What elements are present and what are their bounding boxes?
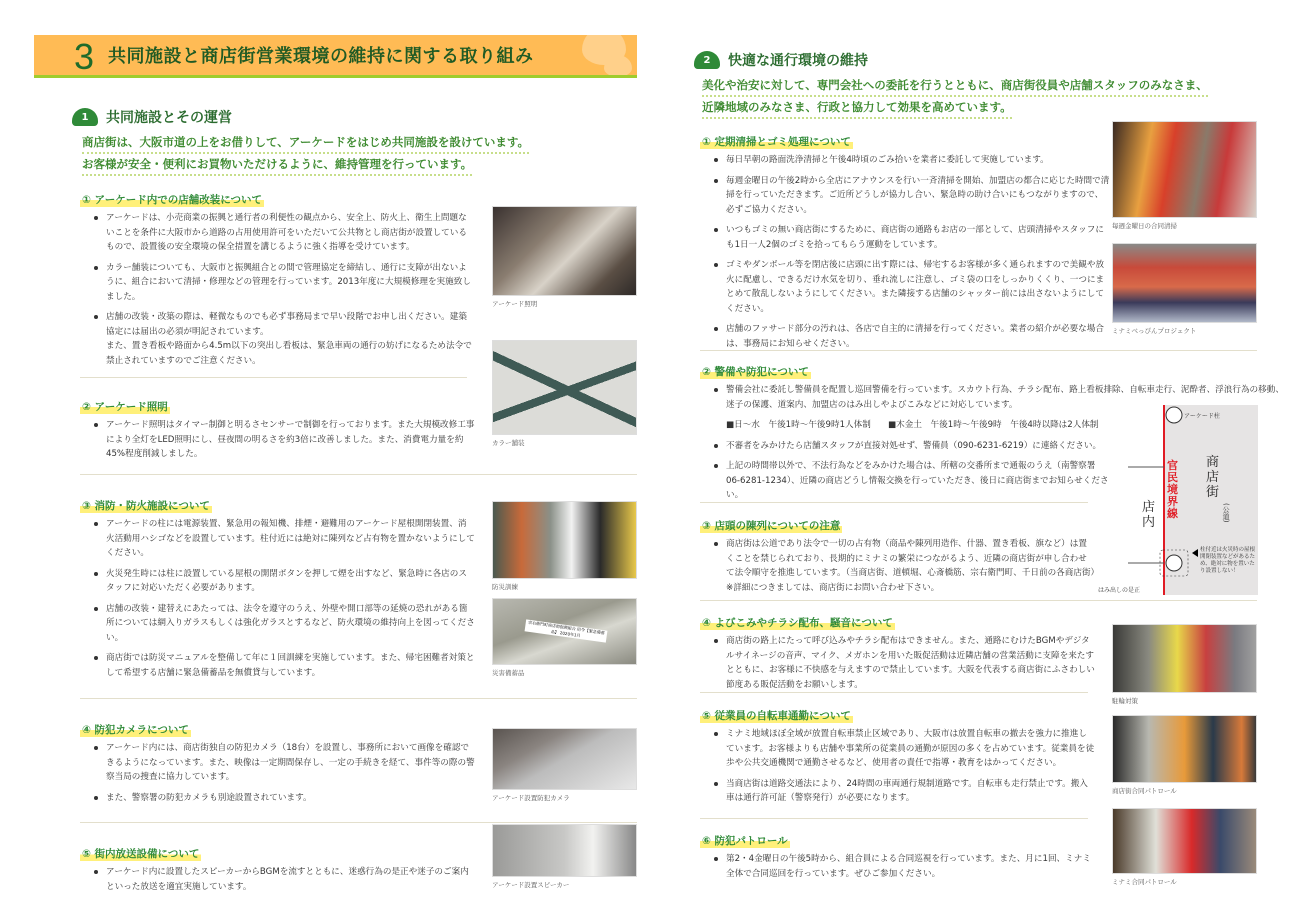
bicycle-measures-image [1112,624,1257,693]
bottom-label: はみ出しの是正 [1098,587,1141,594]
boundary-line-label: 官民境界線 [1167,459,1178,520]
section-title: 共同施設とその運営 [106,110,232,126]
minami-patrol-image [1112,808,1257,874]
subsection-title: ③ 店頭の陳列についての注意 [702,520,841,532]
bullet-item: 不審者をみかけたら店舗スタッフが直接対処せず、警備員（090-6231-6219）に連絡ください。 [714,439,1124,454]
chapter-number: 3 [74,36,95,77]
divider [700,350,1257,351]
photo-emergency-supplies: 宗右衛門町商店街振興組合 用令【緊急備蓄品】 2020年1月 災害備蓄品 [492,598,637,677]
bullet-item: ゴミやダンボール等を閉店後に店頭に出す際には、帰宅するお客様が多く通られますので美観や放火に配慮し、できるだけ水気を切り、垂れ流しに注意し、ゴミ袋の口をしっかりくくり、一つにまとめて散乱しないようにしてください。また隣接する店舗のシャッター前には出さないようにしてください。 [714,258,1110,316]
emergency-supplies-image: 宗右衛門町商店街振興組合 用令【緊急備蓄品】 2020年1月 [492,598,637,665]
boundary-diagram [1098,405,1258,595]
bullet-item: 火災発生時には柱に設置している屋根の開閉ボタンを押して煙を出すなど、緊急時に各店のスタッフに対応いただく必要があります。 [94,567,475,596]
subsection-title: ④ 防犯カメラについて [82,724,189,736]
color-paving-image [492,340,637,435]
subsection-title: ① アーケード内での店舗改装について [82,194,263,206]
divider [700,502,1088,503]
bullet-item: 商店街の路上にたって呼び込みやチラシ配布はできません。また、通路にむけたBGMやデジタルサイネージの音声、マイク、メガホンを用いた販促活動は近隣店舗の営業活動に支障を来たすとともに、お客様に不快感を与えますので禁止しています。大阪を代表する商店街にふさわしい節度ある販促活動をお願いします。 [714,634,1095,692]
section-header-1 [72,107,232,127]
section-badge-icon: 1 [72,108,98,126]
section-title: 快適な通行環境の維持 [728,53,868,69]
bullet-item: アーケードは、小売商業の振興と通行者の利便性の観点から、安全上、防火上、衛生上問題ないことを条件に大阪市から道路の占用使用許可をいただいて公共物とし商店街が設置しているもので、設置後の安全環境の保全措置を講じるように強く指導を受けています。 [94,211,475,255]
bullet-item: カラー舗装についても、大阪市と振興組合との間で管理協定を締結し、通行に支障が出ないように、組合において清掃・修理などの管理を行っています。2013年度に大規模修理を実施致しました。 [94,261,475,305]
subsection-title: ⑥ 防犯パトロール [702,835,788,847]
speaker-image [492,824,637,877]
store-label: 店内 [1142,500,1156,530]
section-lead: 美化や治安に対して、専門会社への委託を行うとともに、商店街役員や店舗スタッフのみなさま、 近隣地域のみなさま、行政と協力して効果を高めています。 [702,75,1208,119]
bullet-item: 店舗のファサード部分の汚れは、各店で自主的に清掃を行ってください。業者の紹介が必要な場合は、事務局にお知らせください。 [714,322,1110,351]
divider [80,377,467,378]
shopping-street-patrol-image [1112,715,1257,783]
bullet-item: 第2・4金曜日の午後5時から、組合員による合同巡視を行っています。また、月に1回、ミナミ全体で合同巡回を行っています。ぜひご参加ください。 [714,852,1095,881]
subsection-crime-patrol [700,829,1095,887]
divider [700,600,1257,601]
subsection-title: ⑤ 従業員の自転車通勤について [702,710,851,722]
subsection-title: ⑤ 街内放送設備について [82,848,200,860]
section-lead: 商店街は、大阪市道の上をお借りして、アーケードをはじめ共同施設を設けています。 お客様が安全・便利にお買物いただけるように、維持管理を行っています。 [82,132,529,176]
subsection-title: ① 定期清掃とゴミ処理について [702,136,851,148]
subsection-fire-prevention [80,494,475,686]
bullet-item: アーケード内に設置したスピーカーからBGMを流すとともに、迷惑行為の是正や迷子のご案内といった放送を適宜実施しています。 [94,865,475,894]
chapter-title: 共同施設と商店街営業環境の維持に関する取り組み [108,46,534,67]
subsection-arcade-lighting [80,395,475,468]
photo-color-paving: カラー舗装 [492,340,637,447]
photo-bicycle-measures: 駐輪対策 [1112,624,1257,705]
divider [700,692,1088,693]
bullet-item: アーケード照明はタイマー制御と明るさセンサーで制御を行っております。また大規模改修工事により全灯をLED照明にし、昼夜間の明るさを約3倍に改善しました。また、消費電力量を約45%程度削減しました。 [94,418,475,462]
disaster-drill-image [492,501,637,579]
divider [80,822,637,823]
photo-beppin-project: ミナミべっぴんプロジェクト [1112,243,1257,335]
photo-minami-patrol: ミナミ合同パトロール [1112,808,1257,886]
section-badge-icon: 2 [694,51,720,69]
subsection-solicitation-noise [700,611,1095,698]
photo-shopping-street-patrol: 商店街合同パトロール [1112,715,1257,795]
photo-disaster-drill: 防災訓練 [492,501,637,591]
photo-arcade-lighting: アーケード照明 [492,206,637,308]
bullet-item: アーケードの柱には電源装置、緊急用の報知機、排煙・避難用のアーケード屋根開閉装置、消火活動用ハシゴなどを設置しています。柱付近には絶対に陳列など占有物を置かないようにしてください。 [94,517,475,561]
photo-security-camera: アーケード設置防犯カメラ [492,728,637,802]
bullet-item: いつもゴミの無い商店街にするために、商店街の通路もお店の一部として、店頭清掃やスタッフにも1日一人2個のゴミを拾ってもらう運動をしています。 [714,223,1110,252]
photo-speaker: アーケード設置スピーカー [492,824,637,889]
bullet-item: また、警察署の防犯カメラも別途設置されています。 [94,791,475,806]
bullet-item: 上記の時間帯以外で、不法行為などをみかけた場合は、所轄の交番所まで通報のうえ（南警察署 06-6281-1234）、近隣の商店どうし情報交換を行っていただき、後日に商店街までお知らせください。 [714,459,1109,503]
security-camera-image [492,728,637,790]
arcade-lighting-image [492,206,637,296]
street-label: 商店街 [1206,455,1220,500]
bullet-item: 当商店街は道路交通法により、24時間の車両通行規制道路です。自転車も走行禁止です。搬入車は通行許可証（警察発行）が必要になります。 [714,777,1095,806]
bullet-item: 商店街では防災マニュアルを整備して年に１回訓練を実施しています。また、帰宅困難者対策として希望する店舗に緊急備蓄品を無償貸与しています。 [94,651,475,680]
bullet-item: 警備会社に委託し警備員を配置し巡回警備を行っています。スカウト行為、チラシ配布、路上看板排除、自転車走行、泥酔者、浮浪行為の移動、迷子の保護、道案内、加盟店のはみ出しやよびこみなどに対応しています。 [714,383,1285,412]
subsection-display-rules [700,514,1095,601]
bullet-item: ミナミ地域ほぼ全域が放置自転車禁止区域であり、大阪市は放置自転車の撤去を強力に推進しています。お客様よりも店舗や事業所の従業員の通勤が原因の多くを占めています。従業員を徒歩や公共交通機関で通勤させるなど、使用者の責任で指導・教育をはかってください。 [714,727,1095,771]
bullet-item: 店舗の改装・改築の際は、軽微なものでも必ず事務局まで早い段階でお申し出ください。建築協定には届出の必須が明記されています。 また、置き看板や路面から4.5m以下の突出し看板は、緊急車両の通行の妨げになるため法令で禁止されていますのでご注意ください。 [94,310,475,368]
chapter-banner [34,35,637,78]
bullet-item: 商店街は公道であり法令で一切の占有物（商品や陳列用造作、什器、置き看板、旗など）は置くことを禁じられており、長期的にミナミの繁栄につながるよう、近隣の商店街が申し合わせて法令順守を推進しています。（当商店街、道頓堀、心斎橋筋、宗右衛門町、千日前の各商店街）※詳細につきましては、商店街にお問い合わせ下さい。 [714,537,1095,595]
bullet-item: 毎週金曜日の午後2時から全店にアナウンスを行い一斉清掃を開始、加盟店の都合に応じた時間で清掃を行っていただきます。ご近所どうしが協力し合い、緊急時の助け合いにもつながりますので、必ずご協力ください。 [714,174,1110,218]
divider [80,698,637,699]
subsection-broadcast-equipment [80,842,475,900]
subsection-bicycle-commute [700,704,1095,812]
photo-weekly-cleaning: 毎週金曜日の合同清掃 [1112,121,1257,230]
weekly-cleaning-image [1112,121,1257,218]
subsection-title: ③ 消防・防火施設について [82,500,210,512]
leaf-decoration-icon [604,55,632,77]
subsection-title: ② 警備や防犯について [702,366,809,378]
divider [700,818,1088,819]
street-sub-label: (公道) [1222,503,1230,523]
bullet-item: 毎日早朝の路面洗浄清掃と午後4時頃のごみ拾いを業者に委託して実施しています。 [714,153,1110,168]
subsection-storefront-renovation [80,188,475,374]
subsection-title: ② アーケード照明 [82,401,168,413]
subsection-cleaning [700,130,1110,357]
pillar-label: アーケード柱 [1184,413,1220,420]
pillar-note: 柱付近は火災時の屋根開閉装置などがあるため、絶対に物を置いたり設置しない！ [1200,547,1256,574]
section-header-2 [694,50,868,70]
subsection-title: ④ よびこみやチラシ配布、騒音について [702,617,893,629]
subsection-security-cameras [80,718,475,811]
bullet-item: アーケード内には、商店街独自の防犯カメラ（18台）を設置し、事務所において画像を確認できるようになっています。また、映像は一定期間保存し、一定の手続きを経て、事件等の際の警察当局の捜査に協力しています。 [94,741,475,785]
divider [80,474,637,475]
patrol-schedule: ■日～水 午後1時～午後9時1人体制 ■木金土 午後1時～午後9時 午後4時以降は2人体制 [726,420,1099,430]
beppin-project-image [1112,243,1257,323]
bullet-item: 店舗の改装・建替えにあたっては、法令を遵守のうえ、外壁や開口部等の延焼の恐れがある箇所については網入りガラスもしくは強化ガラスとするなど、防火環境の維持向上を図ってください。 [94,602,475,646]
